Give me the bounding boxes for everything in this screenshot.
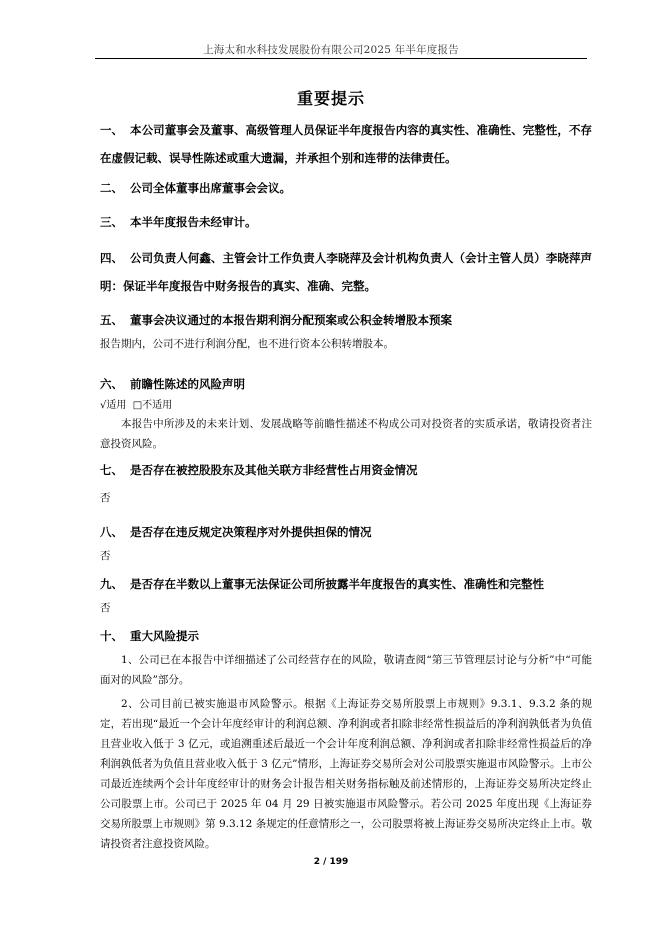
page-number: 2 / 199 xyxy=(313,857,349,867)
section-8-body: 否 xyxy=(100,550,111,562)
section-7-title: 是否存在被控股股东及其他关联方非经营性占用资金情况 xyxy=(130,463,418,477)
section-1 xyxy=(100,116,592,172)
section-5-number: 五、 xyxy=(100,313,123,327)
section-10-paragraph-2: 2、公司目前已被实施退市风险警示。根据《上海证券交易所股票上市规则》9.3.1、9.3.2 条的规定，若出现“最近一个会计年度经审计的利润总额、净利润或者扣除非经常性损益后的净利润孰低者为负值且营业收入低于 3 亿元，或追溯重述后最近一个会计年度利润总额、净利润或者扣除非经常性损益后的净利润孰低者为负值且营业收入低于 3 亿元”情形，上海证券交易所会对公司股票实施退市风险警示。上市公司最近连续两个会计年度经审计的财务会计报告相关财务指标触及前述情形的，上海证券交易所决定终止公司股票上市。公司已于 2025 年 04 月 29 日被实施退市风险警示。若公司 2025 年度出现《上海证券交易所股票上市规则》第 9.3.12 条规定的任意情形之一，公司股票将被上海证券交易所决定终止上市。敬请投资者注意投资风险。 xyxy=(100,698,592,850)
header-divider xyxy=(95,58,587,59)
section-4 xyxy=(100,244,592,300)
section-9-title: 是否存在半数以上董事无法保证公司所披露半年度报告的真实性、准确性和完整性 xyxy=(130,577,544,591)
section-9-body: 否 xyxy=(100,602,111,614)
section-6-number: 六、 xyxy=(100,377,123,391)
section-6 xyxy=(100,370,592,454)
not-applicable-checkbox: □不适用 xyxy=(132,400,173,411)
section-2-number: 二、 xyxy=(100,181,123,195)
section-4-number: 四、 xyxy=(100,251,123,265)
section-2-text: 公司全体董事出席董事会会议。 xyxy=(130,181,291,195)
section-2 xyxy=(100,174,592,202)
applicable-checkbox: √适用 xyxy=(100,400,127,411)
section-8-title: 是否存在违反规定决策程序对外提供担保的情况 xyxy=(130,525,372,539)
page-title: 重要提示 xyxy=(296,89,365,108)
section-5 xyxy=(100,306,592,354)
section-6-body: 本报告中所涉及的未来计划、发展战略等前瞻性描述不构成公司对投资者的实质承诺，敬请投资者注意投资风险。 xyxy=(100,418,592,450)
section-1-number: 一、 xyxy=(100,123,123,137)
section-8 xyxy=(100,518,592,566)
section-7 xyxy=(100,456,592,508)
section-10-number: 十、 xyxy=(100,629,123,643)
section-4-text: 公司负责人何鑫、主管会计工作负责人李晓萍及会计机构负责人（会计主管人员）李晓萍声明：保证半年度报告中财务报告的真实、准确、完整。 xyxy=(100,251,592,293)
section-3 xyxy=(100,208,592,236)
running-header: 上海太和水科技发展股份有限公司2025 年半年度报告 xyxy=(203,44,459,56)
section-3-text: 本半年度报告未经审计。 xyxy=(130,215,257,229)
section-9 xyxy=(100,570,592,618)
section-6-title: 前瞻性陈述的风险声明 xyxy=(130,377,245,391)
section-10-paragraph-1: 1、公司已在本报告中详细描述了公司经营存在的风险，敬请查阅“第三节管理层讨论与分析”中“可能面对的风险”部分。 xyxy=(100,654,592,686)
section-7-number: 七、 xyxy=(100,463,123,477)
section-10-title: 重大风险提示 xyxy=(130,629,199,643)
section-8-number: 八、 xyxy=(100,525,123,539)
section-5-body: 报告期内，公司不进行利润分配，也不进行资本公积转增股本。 xyxy=(100,338,394,350)
section-5-title: 董事会决议通过的本报告期利润分配预案或公积金转增股本预案 xyxy=(130,313,452,327)
section-1-text: 本公司董事会及董事、高级管理人员保证半年度报告内容的真实性、准确性、完整性，不存在虚假记载、误导性陈述或重大遗漏，并承担个别和连带的法律责任。 xyxy=(100,123,592,165)
section-10 xyxy=(100,622,592,854)
section-7-body: 否 xyxy=(100,492,111,504)
section-9-number: 九、 xyxy=(100,577,123,591)
section-3-number: 三、 xyxy=(100,215,123,229)
